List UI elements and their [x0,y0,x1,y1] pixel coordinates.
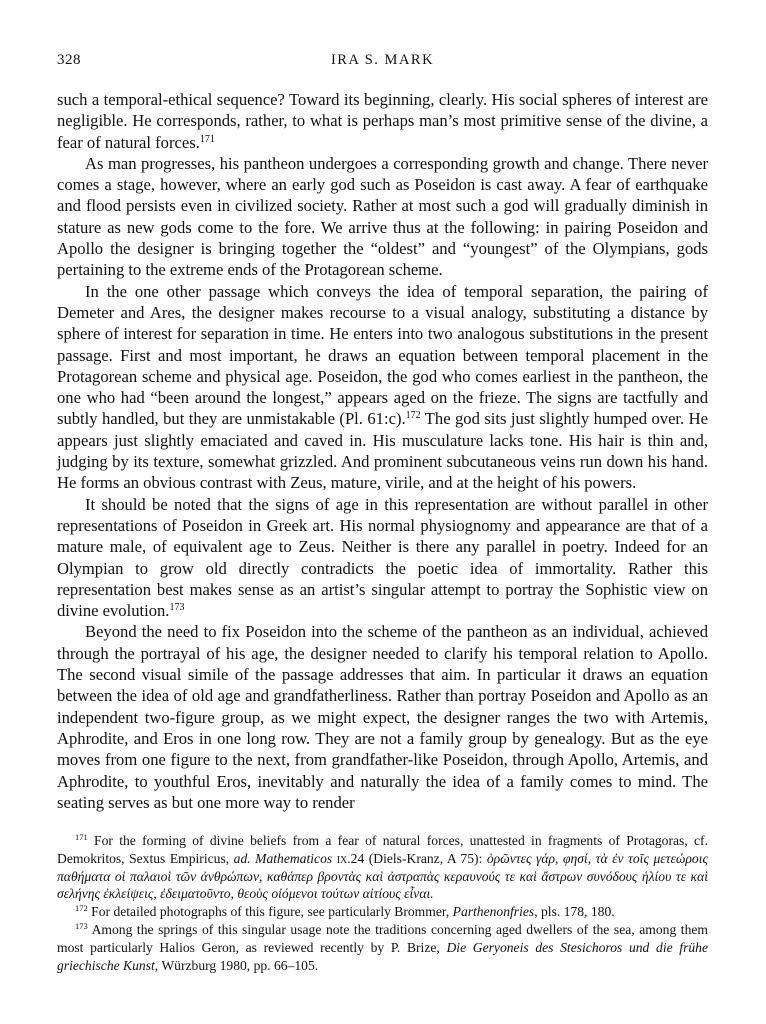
running-head: IRA S. MARK [330,52,435,68]
footnote-number: 173 [75,920,88,931]
footnote-172: $^{172}$ For detailed photographs of this figure, see particularly Brommer, Parthenonfries, pls. 178, 180. [75,903,615,920]
body-text [57,89,708,813]
footnote-ref-172[interactable]: 172 [405,410,421,422]
footnote-ref-173[interactable]: 173 [169,602,185,614]
paragraph-3: In the one other passage which conveys the idea of temporal separation, the pairing of Demeter and Ares, the designer makes recourse to a visual analogy, substituting a distance by sphere of interest for separation in time. He enters into two analogous substitutions in the present passage. First and most important, he draws an equation between temporal placement in the Protagorean scheme and physical age. Poseidon, the god who comes earliest in the pantheon, the one who had “been around the longest,” appears aged on the frieze. The signs are tactfully and subtly handled, but they are unmistakable (Pl. 61:c).$^{172}$ The god sits just slightly humped over. He appears just slightly emaciated and caved in. His musculature lacks tone. His hair is thin and, judging by its texture, somewhat grizzled. And prominent subcutaneous veins run down his hand. He forms an obvious contrast with Zeus, mature, virile, and at the height of his powers. [57,281,708,493]
footnote-number: 171 [75,832,88,842]
paragraph-2: As man progresses, his pantheon undergoes a corresponding growth and change. There never comes a stage, however, where an early god such as Poseidon is cast away. A fear of earthquake and flood persists even in civilized society. Rather at most such a god will gradually diminish in stature as new gods come to the fore. We arrive thus at the following: in pairing Poseidon and Apollo the designer is bringing together the “oldest” and “youngest” of the Olympians, gods pertaining to the extreme ends of the Protagorean scheme. [57,153,708,280]
footnote-number: 172 [75,903,88,914]
paragraph-5: Beyond the need to fix Poseidon into the scheme of the pantheon as an individual, achieved through the portrayal of his age, the designer needed to clarify his temporal relation to Apollo. The second visual simile of the passage addresses that aim. In particular it draws an equation between the idea of old age and grandfatherliness. Rather than portray Poseidon and Apollo as an independent two-figure group, as we might expect, the designer ranges the two with Artemis, Aphrodite, and Eros in one long row. They are not a family group by genealogy. But as the eye moves from one figure to the next, from grandfather-like Poseidon, through Apollo, Artemis, and Aphrodite, to youthful Eros, inevitably and naturally the idea of a family comes to mind. The seating serves as but one more way to render [57,622,708,812]
greek-quotation: ὁρῶντες γάρ, φησί, τὰ ἐν τοῖς μετεώροις παθήματα οἱ παλαιοὶ τῶν ἀνθρώπων, καθάπερ βροντὰς καὶ ἀστραπὰς κεραυνούς τε καὶ ἄστρων συνόδους ἡλίου τε καὶ σελήνης ἐκλείψεις, ἐδειματοῦντο, θεοὺς οἰόμενοι τούτων αἰτίους εἶναι. [57,850,708,902]
page-header [57,52,708,72]
paragraph-4: It should be noted that the signs of age in this representation are without parallel in other representations of Poseidon in Greek art. His normal physiognomy and appearance are that of a mature male, of equivalent age to Zeus. Neither is there any parallel in poetry. Indeed for an Olympian to grow old directly contradicts the poetic idea of immortality. Rather this representation best makes sense as an artist’s singular attempt to portray the Sophistic view on divine evolution.$^{173}$ [57,494,708,621]
paragraph-1: such a temporal-ethical sequence? Toward its beginning, clearly. His social spheres of interest are negligible. He corresponds, rather, to what is perhaps man’s most primitive sense of the divine, a fear of natural forces.$^{171}$ [57,90,708,152]
page-number: 328 [57,52,81,68]
footnote-ref-171[interactable]: 171 [199,133,215,145]
footnote-173: $^{173}$ Among the springs of this singular usage note the traditions concerning aged dwellers of the sea, among them most particularly Halios Geron, as reviewed recently by P. Brize, Die Geryoneis des Stesichoros und die frühe griechische Kunst, Würzburg 1980, pp. 66–105. [57,920,709,973]
footnotes [57,832,708,974]
footnote-171: $^{171}$ For the forming of divine beliefs from a fear of natural forces, unattested in fragments of Protagoras, cf. Demokritos, Sextus Empiricus, ad. Mathematicos ix.24 (Diels-Kranz, A 75): ὁρῶντες γάρ, φησί, τὰ ἐν τοῖς μετεώροις παθήματα οἱ παλαιοὶ τῶν ἀνθρώπων, καθάπερ βροντὰς καὶ ἀστραπὰς κεραυνούς τε καὶ ἄστρων συνόδους ἡλίου τε καὶ σελήνης ἐκλείψεις, ἐδειματοῦντο, θεοὺς οἰόμενοι τούτων αἰτίους εἶναι. [57,832,708,902]
